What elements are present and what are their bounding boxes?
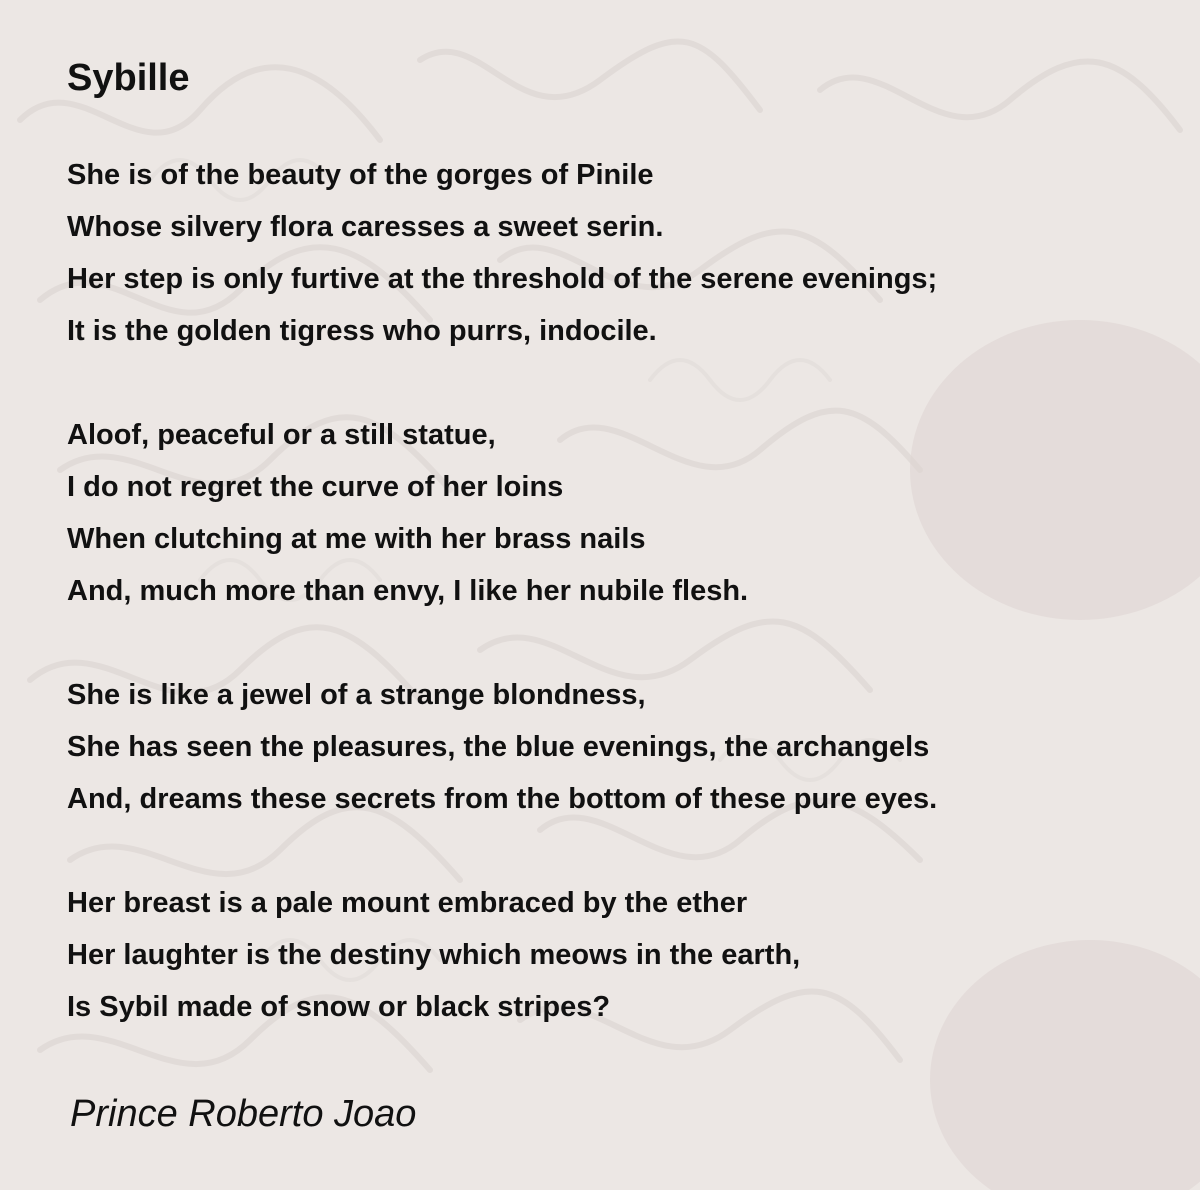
stanza-4 xyxy=(67,877,800,1033)
poem-line: Her step is only furtive at the threshold of the serene evenings; xyxy=(67,263,938,295)
poem-line: It is the golden tigress who purrs, indocile. xyxy=(67,315,657,347)
poem-line: I do not regret the curve of her loins xyxy=(67,471,564,503)
stanza-2 xyxy=(67,409,748,617)
poem-line: Whose silvery flora caresses a sweet serin. xyxy=(67,211,664,243)
poem-line: When clutching at me with her brass nails xyxy=(67,523,646,555)
poem-line: She is of the beauty of the gorges of Pinile xyxy=(67,159,654,191)
stanza-1 xyxy=(67,149,937,357)
poem-line: She is like a jewel of a strange blondness, xyxy=(67,679,646,711)
poem-line: Aloof, peaceful or a still statue, xyxy=(67,419,496,451)
poem-line: And, much more than envy, I like her nubile flesh. xyxy=(67,575,749,607)
poem-line: And, dreams these secrets from the bottom of these pure eyes. xyxy=(67,783,938,815)
poem-author: Prince Roberto Joao xyxy=(70,1093,417,1135)
stanza-3 xyxy=(67,669,937,825)
poem-title: Sybille xyxy=(67,57,190,99)
poem-line: Is Sybil made of snow or black stripes? xyxy=(67,991,611,1023)
poem-line: She has seen the pleasures, the blue evenings, the archangels xyxy=(67,731,930,763)
poem-line: Her breast is a pale mount embraced by the ether xyxy=(67,887,748,919)
poem-line: Her laughter is the destiny which meows in the earth, xyxy=(67,939,801,971)
